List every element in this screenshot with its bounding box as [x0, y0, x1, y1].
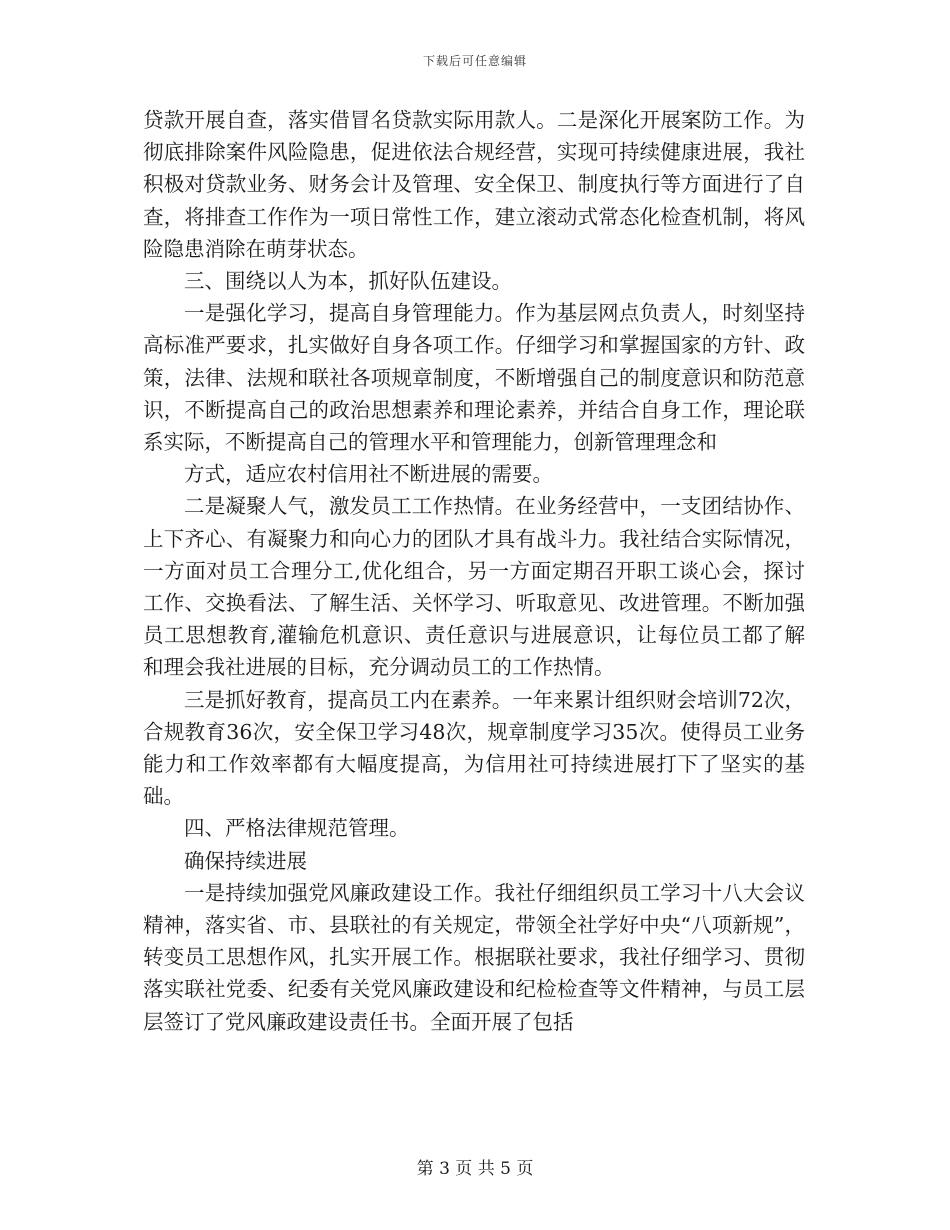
paragraph-1: 贷款开展自查，落实借冒名贷款实际用款人。二是深化开展案防工作。为彻底排除案件风险隐患，促进依法合规经营，实现可持续健康进展，我社积极对贷款业务、财务会计及管理、安全保卫、制度执行等方面进行了自查，将排查工作作为一项日常性工作，建立滚动式常态化检查机制，将风险隐患消除在萌芽状态。: [143, 108, 805, 261]
paragraph-7: 四、严格法律规范管理。: [184, 816, 410, 841]
paragraph-8: 确保持续进展: [184, 848, 307, 873]
paragraph-2: 三、围绕以人为本，抓好队伍建设。: [184, 269, 512, 294]
page-header: 下载后可任意编辑: [422, 54, 527, 68]
document-body: [143, 104, 805, 1038]
paragraph-6: 三是抓好教育，提高员工内在素养。一年来累计组织财会培训72次，合规教育36次，安全保卫学习48次，规章制度学习35次。使得员工业务能力和工作效率都有大幅度提高，为信用社可持续进展打下了坚实的基础。: [143, 687, 805, 809]
paragraph-5: 二是凝聚人气，激发员工工作热情。在业务经营中，一支团结协作、上下齐心、有凝聚力和向心力的团队才具有战斗力。我社结合实际情况，一方面对员工合理分工,优化组合，另一方面定期召开职工谈心会，探讨工作、交换看法、了解生活、关怀学习、听取意见、改进管理。不断加强员工思想教育,灌输危机意识、责任意识与进展意识，让每位员工都了解和理会我社进展的目标，充分调动员工的工作热情。: [143, 494, 805, 680]
paragraph-4: 方式，适应农村信用社不断进展的需要。: [184, 462, 553, 487]
page-footer: 第 3 页 共 5 页: [416, 1159, 534, 1179]
paragraph-3: 一是强化学习，提高自身管理能力。作为基层网点负责人，时刻坚持高标准严要求，扎实做好自身各项工作。仔细学习和掌握国家的方针、政策，法律、法规和联社各项规章制度，不断增强自己的制度意识和防范意识，不断提高自己的政治思想素养和理论素养，并结合自身工作，理论联系实际，不断提高自己的管理水平和管理能力，创新管理理念和: [143, 301, 805, 455]
paragraph-9: 一是持续加强党风廉政建设工作。我社仔细组织员工学习十八大会议精神，落实省、市、县联社的有关规定，带领全社学好中央“八项新规”，转变员工思想作风，扎实开展工作。根据联社要求，我社仔细学习、贯彻落实联社党委、纪委有关党风廉政建设和纪检检查等文件精神，与员工层层签订了党风廉政建设责任书。全面开展了包括: [143, 880, 805, 1034]
